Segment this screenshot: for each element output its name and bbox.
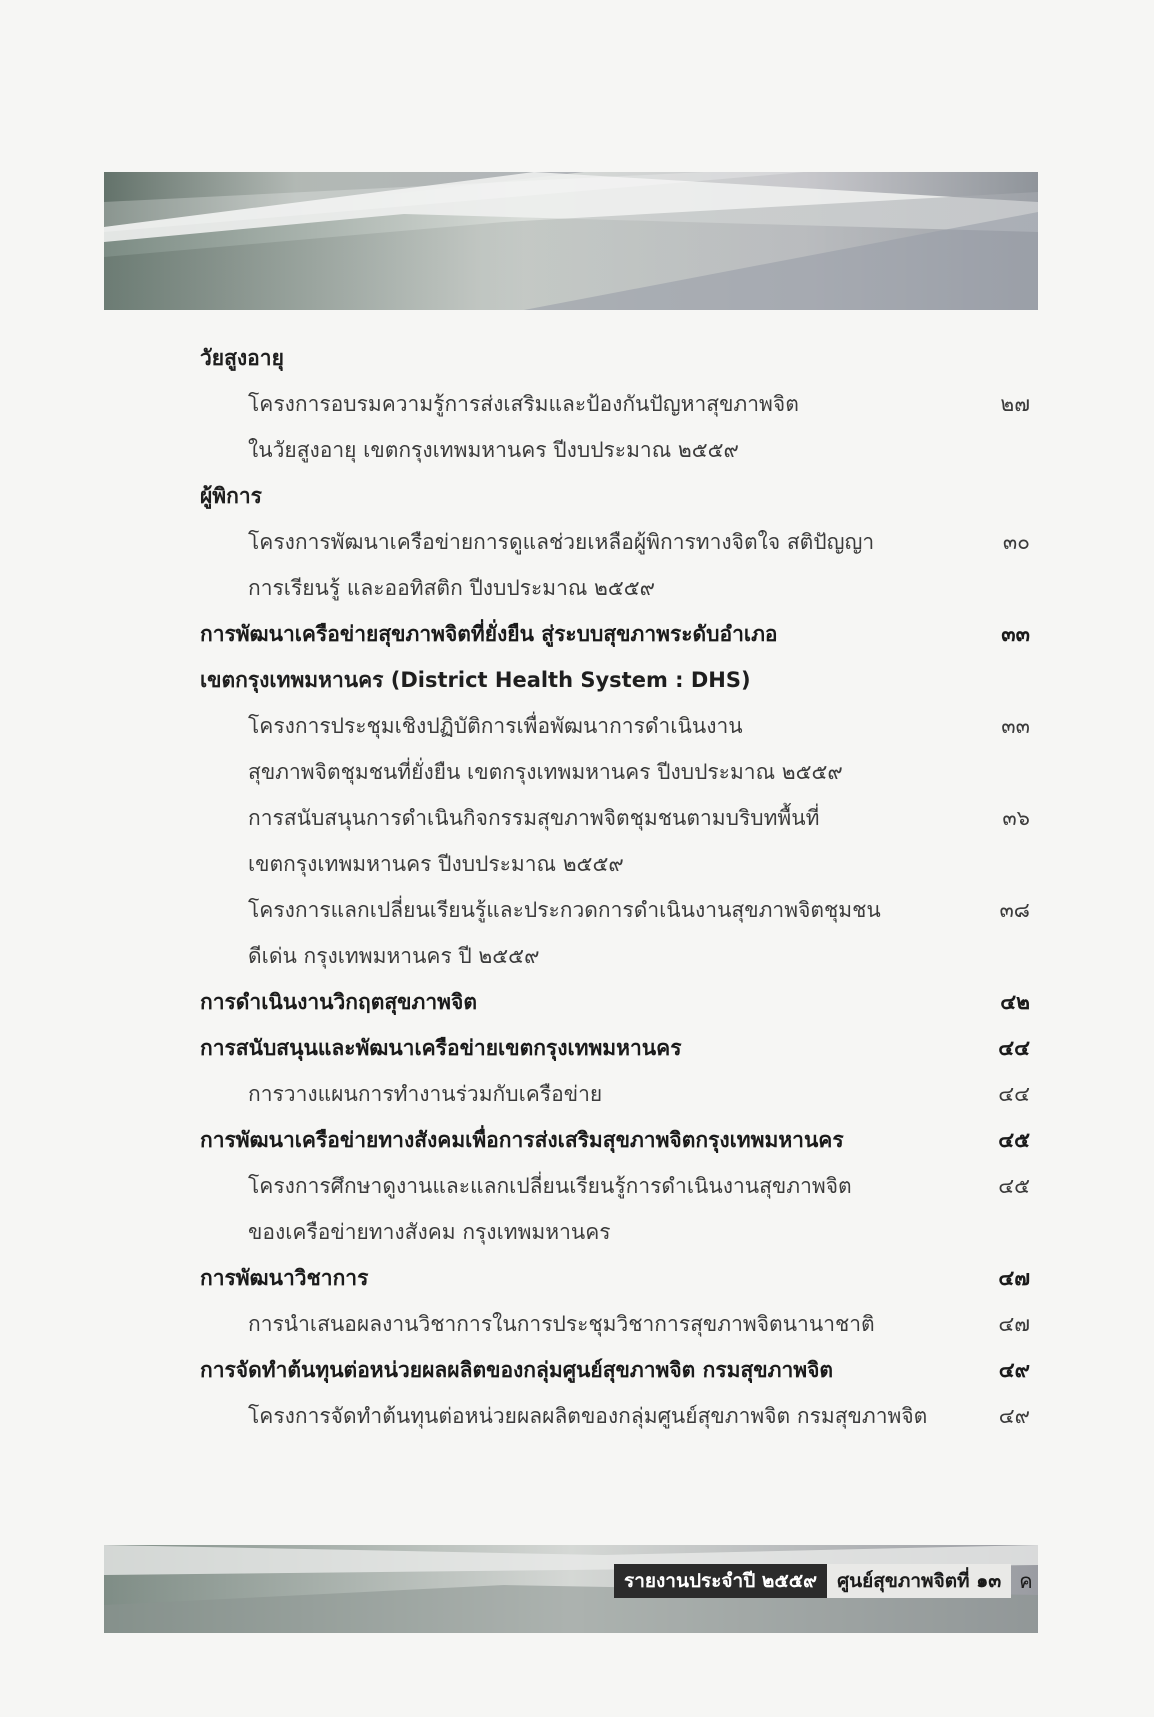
toc-entry-item xyxy=(200,1304,1030,1344)
toc-entry-text: การพัฒนาวิชาการ xyxy=(200,1266,369,1290)
toc-entry-page: ๔๙ xyxy=(998,1358,1030,1382)
toc-entry-page: ๔๙ xyxy=(998,1404,1030,1428)
toc-entry-text: โครงการอบรมความรู้การส่งเสริมและป้องกันปัญหาสุขภาพจิต xyxy=(248,392,799,416)
toc-entry-text: การนำเสนอผลงานวิชาการในการประชุมวิชาการสุขภาพจิตนานาชาติ xyxy=(248,1312,875,1336)
toc-entry-item xyxy=(200,1396,1030,1436)
toc-entry-sec xyxy=(200,982,1030,1022)
toc-entry-cat xyxy=(200,476,1030,516)
toc-entry-item xyxy=(200,522,1030,562)
toc-entry-text: เขตกรุงเทพมหานคร ปีงบประมาณ ๒๕๕๙ xyxy=(248,852,624,876)
toc-entry-item xyxy=(200,798,1030,838)
toc-entry-text: ดีเด่น กรุงเทพมหานคร ปี ๒๕๕๙ xyxy=(248,944,540,968)
annual-report-label: รายงานประจำปี ๒๕๕๙ xyxy=(614,1564,827,1598)
toc-entry-cont xyxy=(200,844,1030,884)
toc-entry-page: ๓๐ xyxy=(1002,530,1030,554)
toc-entry-page: ๓๘ xyxy=(999,898,1030,922)
toc-entry-text: การดำเนินงานวิกฤตสุขภาพจิต xyxy=(200,990,477,1014)
toc-entry-cont xyxy=(200,1212,1030,1252)
toc-entry-text: ผู้พิการ xyxy=(200,484,262,508)
toc-entry-page: ๓๖ xyxy=(1002,806,1030,830)
toc-entry-page: ๔๔ xyxy=(998,1082,1030,1106)
toc-entry-text: การวางแผนการทำงานร่วมกับเครือข่าย xyxy=(248,1082,603,1106)
toc-entry-text: ในวัยสูงอายุ เขตกรุงเทพมหานคร ปีงบประมาณ ๒๕๕๙ xyxy=(248,438,739,462)
center-name-label: ศูนย์สุขภาพจิตที่ ๑๓ xyxy=(827,1564,1011,1598)
toc-entry-text: โครงการศึกษาดูงานและแลกเปลี่ยนเรียนรู้การดำเนินงานสุขภาพจิต xyxy=(248,1174,852,1198)
toc-entry-text: โครงการประชุมเชิงปฏิบัติการเพื่อพัฒนาการดำเนินงาน xyxy=(248,714,743,738)
toc-entry-cont xyxy=(200,752,1030,792)
page-number: ค xyxy=(1019,1569,1033,1593)
toc-entry-cont xyxy=(200,568,1030,608)
toc-entry-text: การเรียนรู้ และออทิสติก ปีงบประมาณ ๒๕๕๙ xyxy=(248,576,656,600)
toc-entry-cat xyxy=(200,660,1030,700)
toc-entry-sec xyxy=(200,1120,1030,1160)
toc-entry-text: สุขภาพจิตชุมชนที่ยั่งยืน เขตกรุงเทพมหานคร ปีงบประมาณ ๒๕๕๙ xyxy=(248,760,843,784)
toc-entry-text: เขตกรุงเทพมหานคร (District Health System : DHS) xyxy=(200,668,751,692)
toc-entry-page: ๔๗ xyxy=(998,1266,1030,1290)
toc-entry-text: โครงการแลกเปลี่ยนเรียนรู้และประกวดการดำเนินงานสุขภาพจิตชุมชน xyxy=(248,898,881,922)
toc-entry-item xyxy=(200,384,1030,424)
toc-entry-item xyxy=(200,706,1030,746)
toc-entry-text: โครงการจัดทำต้นทุนต่อหน่วยผลผลิตของกลุ่มศูนย์สุขภาพจิต กรมสุขภาพจิต xyxy=(248,1404,928,1428)
page-footer xyxy=(104,1545,1038,1633)
toc-entry-cat xyxy=(200,338,1030,378)
toc-entry-sec xyxy=(200,1350,1030,1390)
toc-entry-text: ของเครือข่ายทางสังคม กรุงเทพมหานคร xyxy=(248,1220,611,1244)
toc-entry-page: ๔๕ xyxy=(998,1128,1030,1152)
header-banner xyxy=(104,172,1038,310)
toc-entry-cont xyxy=(200,430,1030,470)
toc-entry-sec xyxy=(200,614,1030,654)
toc-entry-page: ๔๒ xyxy=(1000,990,1030,1014)
toc-entry-item xyxy=(200,1166,1030,1206)
toc-entry-text: การสนับสนุนและพัฒนาเครือข่ายเขตกรุงเทพมหานคร xyxy=(200,1036,682,1060)
toc-entry-page: ๔๔ xyxy=(998,1036,1030,1060)
toc-entry-text: โครงการพัฒนาเครือข่ายการดูแลช่วยเหลือผู้พิการทางจิตใจ สติปัญญา xyxy=(248,530,875,554)
toc-entry-text: การสนับสนุนการดำเนินกิจกรรมสุขภาพจิตชุมชนตามบริบทพื้นที่ xyxy=(248,806,820,830)
footer-label xyxy=(614,1564,1033,1598)
toc-entry-sec xyxy=(200,1258,1030,1298)
toc-entry-page: ๔๕ xyxy=(998,1174,1030,1198)
toc-entry-page: ๔๗ xyxy=(998,1312,1030,1336)
toc-entry-sec xyxy=(200,1028,1030,1068)
toc-entry-page: ๒๗ xyxy=(1000,392,1030,416)
toc-entry-page: ๓๓ xyxy=(1001,622,1030,646)
toc-entry-text: วัยสูงอายุ xyxy=(200,346,284,370)
toc-entry-item xyxy=(200,1074,1030,1114)
toc-entry-page: ๓๓ xyxy=(1001,714,1030,738)
toc-entry-text: การพัฒนาเครือข่ายทางสังคมเพื่อการส่งเสริมสุขภาพจิตกรุงเทพมหานคร xyxy=(200,1128,844,1152)
toc-entry-cont xyxy=(200,936,1030,976)
toc-entry-text: การจัดทำต้นทุนต่อหน่วยผลผลิตของกลุ่มศูนย์สุขภาพจิต กรมสุขภาพจิต xyxy=(200,1358,834,1382)
toc-entry-item xyxy=(200,890,1030,930)
toc-entry-text: การพัฒนาเครือข่ายสุขภาพจิตที่ยั่งยืน สู่ระบบสุขภาพระดับอำเภอ xyxy=(200,622,778,646)
